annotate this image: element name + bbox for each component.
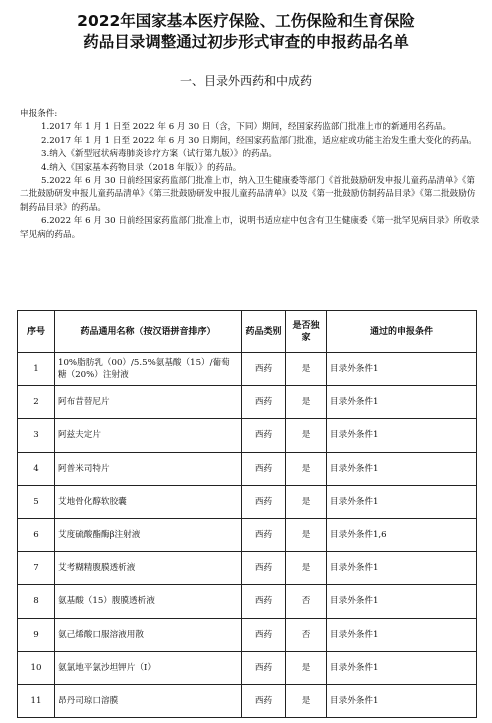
exclusive-cell: 是 [286,684,327,717]
table-row [18,585,477,618]
exclusive-cell: 是 [286,452,327,485]
serial-cell: 3 [18,419,55,452]
exclusive-cell: 否 [286,618,327,651]
drug-name-cell: 10%脂肪乳（00）/5.5%氨基酸（15）/葡萄糖（20%）注射液 [55,353,242,386]
exclusive-cell: 否 [286,585,327,618]
header-serial: 序号 [18,311,55,353]
table-row [18,552,477,585]
condition-cell: 目录外条件1 [327,618,477,651]
conditions-heading: 申报条件: [20,109,58,119]
table-header-row [18,311,477,353]
drug-name-cell: 阿兹夫定片 [55,419,242,452]
serial-cell: 7 [18,552,55,585]
table-row [18,651,477,684]
table-row [18,518,477,551]
condition-cell: 目录外条件1 [327,485,477,518]
exclusive-cell: 是 [286,386,327,419]
drug-name-cell: 昂丹司琼口溶膜 [55,684,242,717]
exclusive-cell: 是 [286,419,327,452]
serial-cell: 2 [18,386,55,419]
category-cell: 西药 [242,552,286,585]
serial-cell: 5 [18,485,55,518]
condition-item-1: 1.2017 年 1 月 1 日至 2022 年 6 月 30 日（含，下同）期间，经国家药监部门批准上市的新通用名药品。 [41,122,452,133]
condition-cell: 目录外条件1,6 [327,518,477,551]
drug-name-cell: 艾地骨化醇软胶囊 [55,485,242,518]
drug-name-cell: 氨己烯酸口服溶液用散 [55,618,242,651]
drug-name-cell: 氨氯地平氯沙坦钾片（Ⅰ） [55,651,242,684]
serial-cell: 1 [18,353,55,386]
exclusive-cell: 是 [286,485,327,518]
category-cell: 西药 [242,419,286,452]
table-row [18,485,477,518]
page-title-line-2: 药品目录调整通过初步形式审查的申报药品名单 [83,33,409,51]
condition-item-5: 5.2022 年 6 月 30 日前经国家药监部门批准上市，纳入卫生健康委等部门《首批鼓励研发申报儿童药品清单》《第二批鼓励研发申报儿童药品清单》《第三批鼓励研发申报儿童药品清单》以及《第一批鼓励仿制药品目录》《第二批鼓励仿制药品目录》的药品。 [20,176,476,213]
category-cell: 西药 [242,651,286,684]
header-drug-category: 药品类别 [242,311,286,353]
section-subtitle: 一、目录外西药和中成药 [179,74,312,88]
condition-cell: 目录外条件1 [327,419,477,452]
table-row [18,419,477,452]
condition-cell: 目录外条件1 [327,585,477,618]
category-cell: 西药 [242,518,286,551]
application-conditions [20,108,480,242]
serial-cell: 9 [18,618,55,651]
serial-cell: 11 [18,684,55,717]
condition-cell: 目录外条件1 [327,353,477,386]
header-exclusive: 是否独家 [286,311,327,353]
drug-name-cell: 艾考糊精腹膜透析液 [55,552,242,585]
condition-item-3: 3.纳入《新型冠状病毒肺炎诊疗方案（试行第九版）》的药品。 [41,149,277,160]
condition-item-4: 4.纳入《国家基本药物目录（2018 年版）》的药品。 [41,162,242,173]
condition-item-2: 2.2017 年 1 月 1 日至 2022 年 6 月 30 日期间，经国家药监部门批准，适应症或功能主治发生重大变化的药品。 [41,135,477,146]
page-title-line-1: 2022年国家基本医疗保险、工伤保险和生育保险 [77,12,415,30]
table-row [18,684,477,717]
condition-cell: 目录外条件1 [327,552,477,585]
category-cell: 西药 [242,452,286,485]
category-cell: 西药 [242,585,286,618]
table-row [18,452,477,485]
category-cell: 西药 [242,684,286,717]
table-row [18,353,477,386]
exclusive-cell: 是 [286,518,327,551]
exclusive-cell: 是 [286,651,327,684]
drug-name-cell: 氨基酸（15）腹膜透析液 [55,585,242,618]
header-drug-name: 药品通用名称（按汉语拼音排序） [55,311,242,353]
condition-cell: 目录外条件1 [327,684,477,717]
drug-name-cell: 阿布昔替尼片 [55,386,242,419]
table-row [18,618,477,651]
header-conditions-passed: 通过的申报条件 [327,311,477,353]
exclusive-cell: 是 [286,552,327,585]
category-cell: 西药 [242,353,286,386]
serial-cell: 4 [18,452,55,485]
serial-cell: 8 [18,585,55,618]
exclusive-cell: 是 [286,353,327,386]
category-cell: 西药 [242,618,286,651]
serial-cell: 10 [18,651,55,684]
condition-cell: 目录外条件1 [327,386,477,419]
serial-cell: 6 [18,518,55,551]
category-cell: 西药 [242,485,286,518]
condition-cell: 目录外条件1 [327,452,477,485]
drug-name-cell: 艾度硫酸酯酶β注射液 [55,518,242,551]
table-row [18,386,477,419]
condition-item-6: 6.2022 年 6 月 30 日前经国家药监部门批准上市，说明书适应症中包含有卫生健康委《第一批罕见病目录》所收录罕见病的药品。 [20,216,480,240]
drug-list-table [17,310,477,718]
category-cell: 西药 [242,386,286,419]
condition-cell: 目录外条件1 [327,651,477,684]
drug-name-cell: 阿普米司特片 [55,452,242,485]
